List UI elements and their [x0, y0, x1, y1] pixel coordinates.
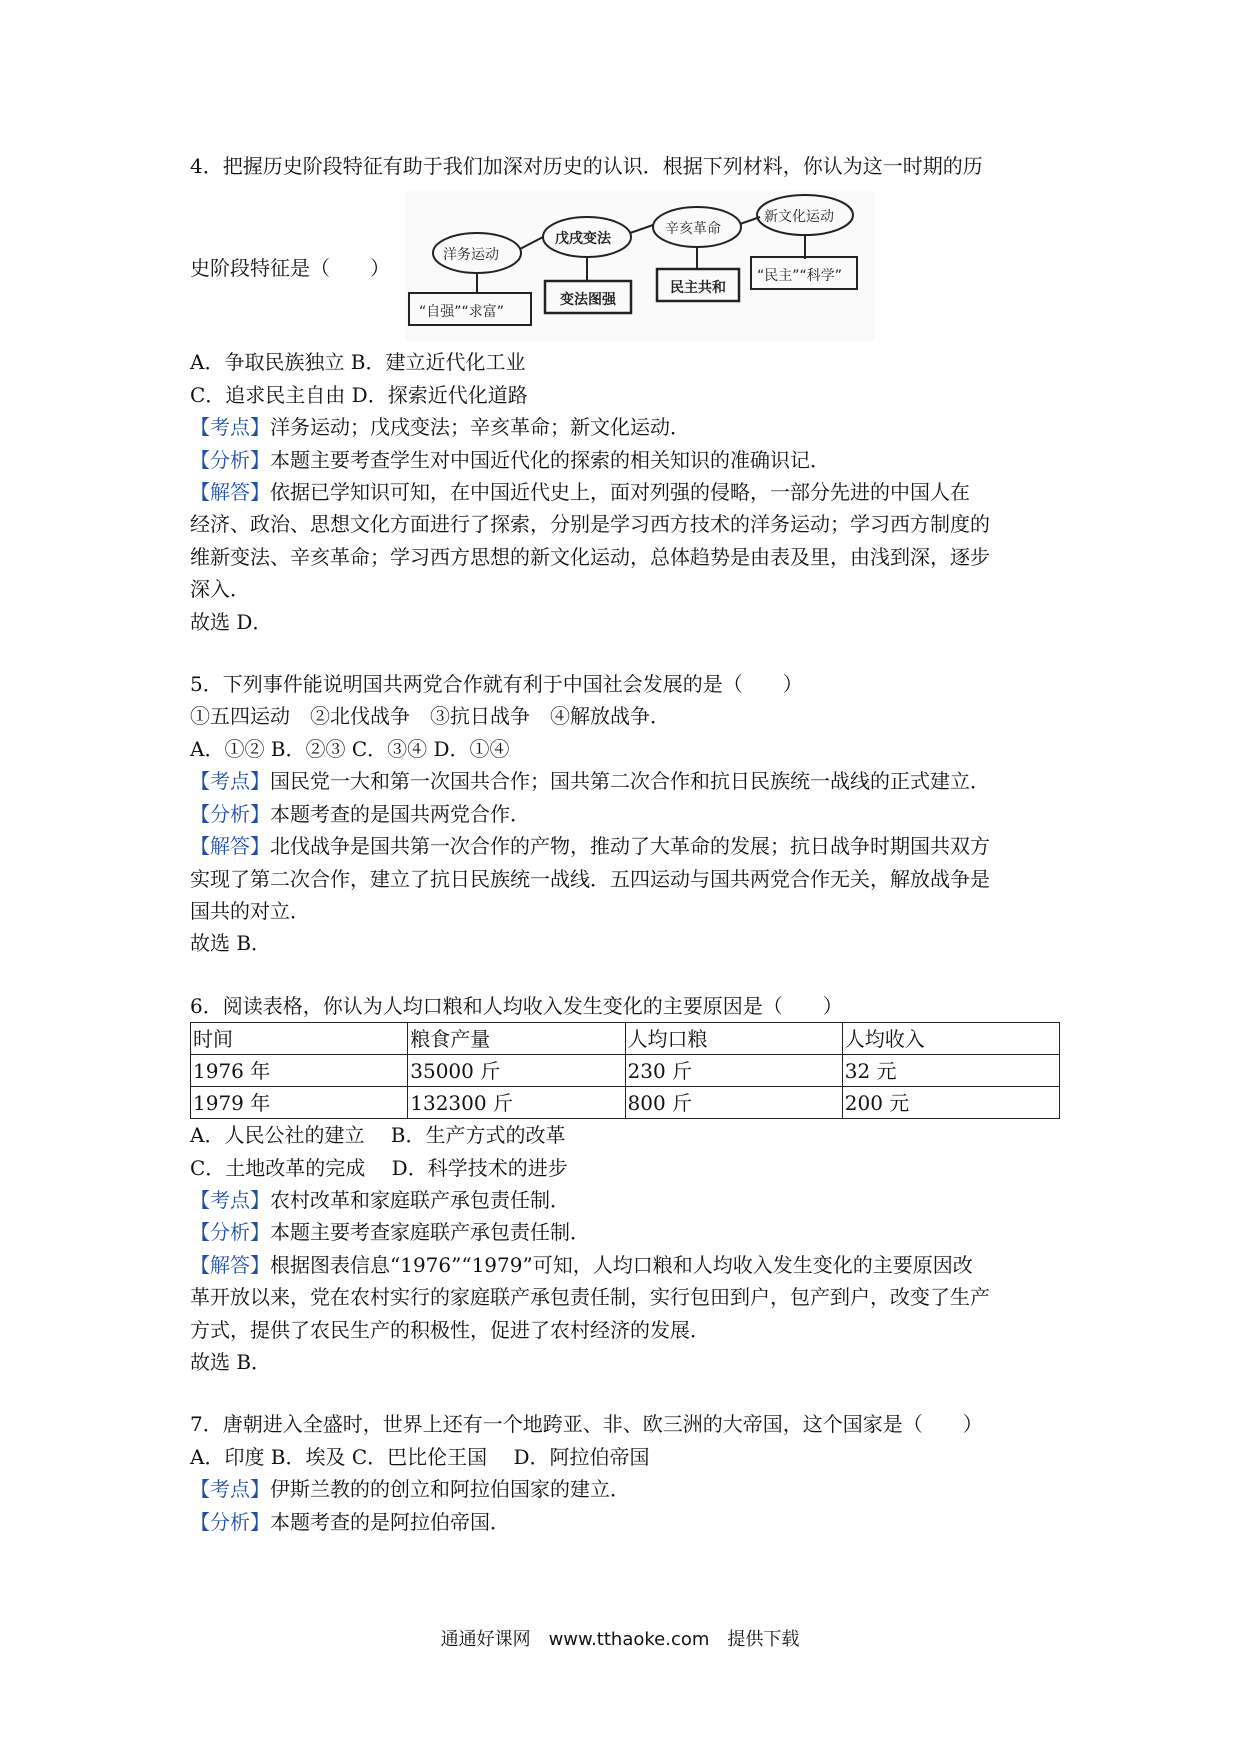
question-5	[190, 668, 1060, 960]
diagram-event-4: 新文化运动	[764, 209, 834, 226]
q5-stem: 5．下列事件能说明国共两党合作就有利于中国社会发展的是（ ）	[190, 672, 803, 697]
fenxi-text: 本题考查的是阿拉伯帝国．	[270, 1509, 510, 1534]
q7-stem: 7．唐朝进入全盛时，世界上还有一个地跨亚、非、欧三洲的大帝国，这个国家是（ ）	[190, 1412, 983, 1437]
q4-kaodian	[190, 411, 1060, 443]
q6-table	[190, 1022, 1060, 1119]
table-header-cell: 时间	[191, 1023, 408, 1055]
q5-options: A．①② B．②③ C．③④ D．①④	[190, 736, 510, 761]
q4-answer: 故选 D．	[190, 609, 273, 634]
kaodian-text: 国民党一大和第一次国共合作；国共第二次合作和抗日民族统一战线的正式建立．	[270, 769, 990, 794]
table-cell: 200 元	[842, 1087, 1059, 1119]
q6-options-2: C．土地改革的完成 D．科学技术的进步	[190, 1155, 568, 1180]
kaodian-tag: 【考点】	[190, 769, 270, 794]
diagram-slogan-4: “民主”“科学”	[757, 268, 843, 285]
q5-fenxi	[190, 798, 1060, 830]
kaodian-tag: 【考点】	[190, 415, 270, 440]
jieda-text: 根据图表信息“1976”“1979”可知，人均口粮和人均收入发生变化的主要原因改	[270, 1252, 973, 1277]
diagram-event-2: 戊戌变法	[555, 231, 611, 248]
jieda-tag: 【解答】	[190, 480, 270, 505]
q6-answer: 故选 B．	[190, 1349, 272, 1374]
q4-options-1: A．争取民族独立 B．建立近代化工业	[190, 350, 526, 375]
q6-jieda-line3: 方式，提供了农民生产的积极性，促进了农村经济的发展．	[190, 1317, 710, 1342]
q4-diagram	[405, 191, 875, 341]
q5-answer: 故选 B．	[190, 931, 272, 956]
q5-kaodian	[190, 765, 1060, 797]
kaodian-tag: 【考点】	[190, 1477, 270, 1502]
fenxi-tag: 【分析】	[190, 1509, 270, 1534]
table-row	[191, 1087, 1060, 1119]
table-cell: 1979 年	[191, 1087, 408, 1119]
q4-fenxi	[190, 444, 1060, 476]
q4-stem-line1: 4．把握历史阶段特征有助于我们加深对历史的认识．根据下列材料，你认为这一时期的历	[190, 154, 983, 178]
table-header-cell: 粮食产量	[408, 1023, 625, 1055]
table-cell: 230 斤	[625, 1055, 842, 1087]
q5-jieda	[190, 830, 1060, 862]
kaodian-tag: 【考点】	[190, 1187, 270, 1212]
table-cell: 35000 斤	[408, 1055, 625, 1087]
jieda-text: 北伐战争是国共第一次合作的产物，推动了大革命的发展；抗日战争时期国共双方	[270, 834, 990, 859]
q4-jieda-line2: 经济、政治、思想文化方面进行了探索，分别是学习西方技术的洋务运动；学习西方制度的	[190, 512, 990, 537]
q4-jieda	[190, 476, 1060, 508]
table-header-cell: 人均收入	[842, 1023, 1059, 1055]
q4-options-2: C．追求民主自由 D．探索近代化道路	[190, 382, 528, 407]
q6-stem: 6．阅读表格，你认为人均口粮和人均收入发生变化的主要原因是（ ）	[190, 993, 843, 1018]
table-header-cell: 人均口粮	[625, 1023, 842, 1055]
table-row	[191, 1055, 1060, 1087]
q6-fenxi	[190, 1216, 1060, 1248]
diagram-slogan-2: 变法图强	[560, 292, 616, 309]
q6-options-1: A．人民公社的建立 B．生产方式的改革	[190, 1123, 566, 1148]
footer-source: 通通好课网 www.tthaoke.com 提供下载	[440, 1629, 800, 1650]
jieda-tag: 【解答】	[190, 1252, 270, 1277]
q5-items: ①五四运动 ②北伐战争 ③抗日战争 ④解放战争．	[190, 704, 670, 729]
page-content	[190, 150, 1060, 1538]
q7-kaodian	[190, 1473, 1060, 1505]
diagram-slogan-1: “自强”“求富”	[419, 304, 505, 321]
q4-jieda-line4: 深入．	[190, 577, 250, 602]
table-header-row	[191, 1023, 1060, 1055]
q7-options: A．印度 B．埃及 C．巴比伦王国 D．阿拉伯帝国	[190, 1444, 650, 1469]
q5-jieda-line3: 国共的对立．	[190, 898, 310, 923]
kaodian-text: 农村改革和家庭联产承包责任制．	[270, 1187, 570, 1212]
q6-jieda	[190, 1249, 1060, 1281]
q4-jieda-line3: 维新变法、辛亥革命；学习西方思想的新文化运动，总体趋势是由表及里，由浅到深，逐步	[190, 544, 990, 569]
fenxi-tag: 【分析】	[190, 801, 270, 826]
q5-jieda-line2: 实现了第二次合作，建立了抗日民族统一战线．五四运动与国共两党合作无关，解放战争是	[190, 866, 990, 891]
table-cell: 800 斤	[625, 1087, 842, 1119]
table-cell: 132300 斤	[408, 1087, 625, 1119]
question-6	[190, 990, 1060, 1379]
fenxi-text: 本题考查的是国共两党合作．	[270, 801, 530, 826]
q6-kaodian	[190, 1184, 1060, 1216]
table-cell: 1976 年	[191, 1055, 408, 1087]
fenxi-text: 本题主要考查学生对中国近代化的探索的相关知识的准确识记．	[270, 447, 830, 472]
fenxi-text: 本题主要考查家庭联产承包责任制．	[270, 1220, 590, 1245]
jieda-text: 依据已学知识可知，在中国近代史上，面对列强的侵略，一部分先进的中国人在	[270, 480, 970, 505]
question-7	[190, 1408, 1060, 1538]
diagram-event-1: 洋务运动	[443, 247, 499, 264]
kaodian-text: 伊斯兰教的的创立和阿拉伯国家的建立．	[270, 1477, 630, 1502]
table-cell: 32 元	[842, 1055, 1059, 1087]
q6-jieda-line2: 革开放以来，党在农村实行的家庭联产承包责任制，实行包田到户，包产到户，改变了生产	[190, 1285, 990, 1310]
fenxi-tag: 【分析】	[190, 1220, 270, 1245]
diagram-slogan-3: 民主共和	[670, 280, 726, 297]
jieda-tag: 【解答】	[190, 834, 270, 859]
fenxi-tag: 【分析】	[190, 447, 270, 472]
q4-stem-line2: 史阶段特征是（ ）	[190, 255, 390, 280]
kaodian-text: 洋务运动；戊戌变法；辛亥革命；新文化运动．	[270, 415, 690, 440]
diagram-event-3: 辛亥革命	[665, 221, 721, 238]
question-4	[190, 150, 1060, 638]
q7-fenxi	[190, 1506, 1060, 1538]
